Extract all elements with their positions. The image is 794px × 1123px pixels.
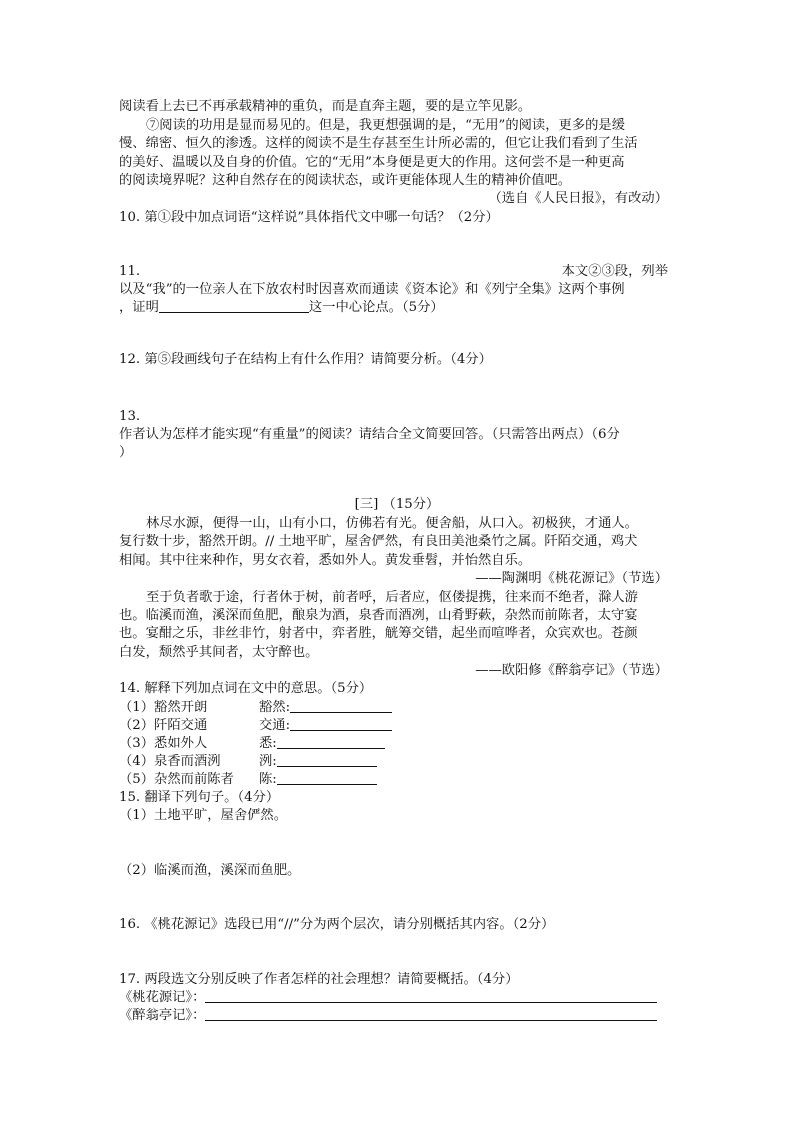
- zuiweng-source: ——欧阳修《醉翁亭记》（节选）: [475, 663, 668, 678]
- translate-sentence-1: （1）土地平旷，屋舍俨然。: [119, 808, 288, 823]
- question-12: 12. 第⑤段画线句子在结构上有什么作用？请简要分析。（4分）: [119, 352, 492, 367]
- vocab-phrase: （2）阡陌交通: [119, 718, 208, 733]
- vocab-item: [119, 716, 392, 735]
- question-16: 16. 《桃花源记》选段已用“//”分为两个层次，请分别概括其内容。（2分）: [119, 917, 555, 932]
- vocab-phrase: （5）杂然而前陈者: [119, 772, 234, 787]
- vocab-phrase: （4）泉香而酒洌: [119, 754, 221, 769]
- zuiweng-text-line: 也。临溪而渔，溪深而鱼肥，酿泉为酒，泉香而酒冽，山肴野蔌，杂然而前陈者，太守宴: [119, 608, 638, 623]
- paragraph-7-line: ⑦阅读的功用是显而易见的。但是，我更想强调的是，“无用”的阅读，更多的是缓: [146, 118, 625, 133]
- question-13-number: 13.: [119, 409, 141, 424]
- answer-row-zuiweng: [119, 1006, 657, 1025]
- answer-label: 《醉翁亭记》：: [119, 1008, 206, 1023]
- question-15: 15. 翻译下列句子。（4分）: [119, 790, 280, 805]
- answer-blank[interactable]: [290, 716, 392, 731]
- answer-row-taohua: [119, 988, 657, 1007]
- question-11-suffix: 这一中心论点。（5分）: [308, 300, 444, 315]
- passage-source: （选自《人民日报》，有改动）: [488, 191, 668, 206]
- zuiweng-text-line: 也。宴酣之乐，非丝非竹，射者中，弈者胜，觥筹交错，起坐而喧哗者，众宾欢也。苍颜: [119, 626, 638, 641]
- question-14: 14. 解释下列加点词在文中的意思。（5分）: [119, 681, 373, 696]
- answer-blank[interactable]: [290, 698, 392, 713]
- taohua-text-line: 复行数十步，豁然开朗。// 土地平旷，屋舍俨然，有良田美池桑竹之属。阡陌交通，鸡犬: [119, 534, 638, 549]
- zuiweng-text-line: 至于负者歌于途，行者休于树，前者呼，后者应，伛偻提携，往来而不绝者，滁人游: [146, 590, 638, 605]
- vocab-item: [119, 734, 385, 753]
- vocab-word: 悉:: [259, 736, 277, 751]
- answer-blank[interactable]: [277, 770, 377, 785]
- question-11-line3: [119, 298, 444, 317]
- vocab-item: [119, 752, 377, 771]
- question-11-line1: 本文②③段，列举: [561, 264, 668, 279]
- vocab-item: [119, 770, 377, 789]
- answer-blank[interactable]: [159, 298, 309, 313]
- taohua-source: ——陶渊明《桃花源记》（节选）: [475, 571, 668, 586]
- section-heading: [三] （15分）: [354, 497, 440, 512]
- zuiweng-text-line: 白发，颓然乎其间者，太守醉也。: [119, 645, 319, 660]
- question-10: 10. 第①段中加点词语“这样说”具体指代文中哪一句话？（2分）: [119, 210, 499, 225]
- vocab-word: 陈:: [259, 772, 277, 787]
- vocab-word: 豁然:: [259, 700, 291, 715]
- question-11-number: 11.: [119, 264, 141, 279]
- question-13-line1: 作者认为怎样才能实现“有重量”的阅读？请结合全文简要回答。（只需答出两点）（6分: [119, 427, 620, 442]
- taohua-text-line: 相闻。其中往来种作，男女衣着，悉如外人。黄发垂髫，并怡然自乐。: [119, 553, 532, 568]
- vocab-phrase: （1）豁然开朗: [119, 700, 208, 715]
- question-17: 17. 两段选文分别反映了作者怎样的社会理想？请简要概括。（4分）: [119, 972, 519, 987]
- vocab-word: 洌:: [259, 754, 277, 769]
- question-13-line2: ）: [119, 445, 133, 460]
- paragraph-7-line: 的阅读境界呢？这种自然存在的阅读状态，或许更能体现人生的精神价值吧。: [119, 173, 572, 188]
- paragraph-7-line: 的美好、温暖以及自身的价值。它的“无用”本身便是更大的作用。这何尝不是一种更高: [119, 155, 625, 170]
- taohua-text-line: 林尽水源，便得一山，山有小口，仿佛若有光。便舍船，从口入。初极狭，才通人。: [146, 516, 638, 531]
- question-11-line2: 以及“我”的一位亲人在下放农村时因喜欢而通读《资本论》和《列宁全集》这两个事例: [119, 282, 625, 297]
- passage-line: 阅读看上去已不再承载精神的重负，而是直奔主题，要的是立竿见影。: [119, 99, 532, 114]
- answer-blank[interactable]: [205, 988, 657, 1003]
- paragraph-7-line: 慢、绵密、恒久的渗透。这样的阅读不是生存甚至生计所必需的，但它让我们看到了生活: [119, 136, 638, 151]
- answer-blank[interactable]: [277, 752, 377, 767]
- answer-blank[interactable]: [277, 734, 385, 749]
- answer-label: 《桃花源记》：: [119, 990, 206, 1005]
- answer-blank[interactable]: [205, 1006, 657, 1021]
- vocab-item: [119, 698, 392, 717]
- vocab-word: 交通:: [259, 718, 291, 733]
- question-11-prefix: ，证明: [119, 300, 159, 315]
- translate-sentence-2: （2）临溪而渔，溪深而鱼肥。: [119, 863, 301, 878]
- vocab-phrase: （3）悉如外人: [119, 736, 208, 751]
